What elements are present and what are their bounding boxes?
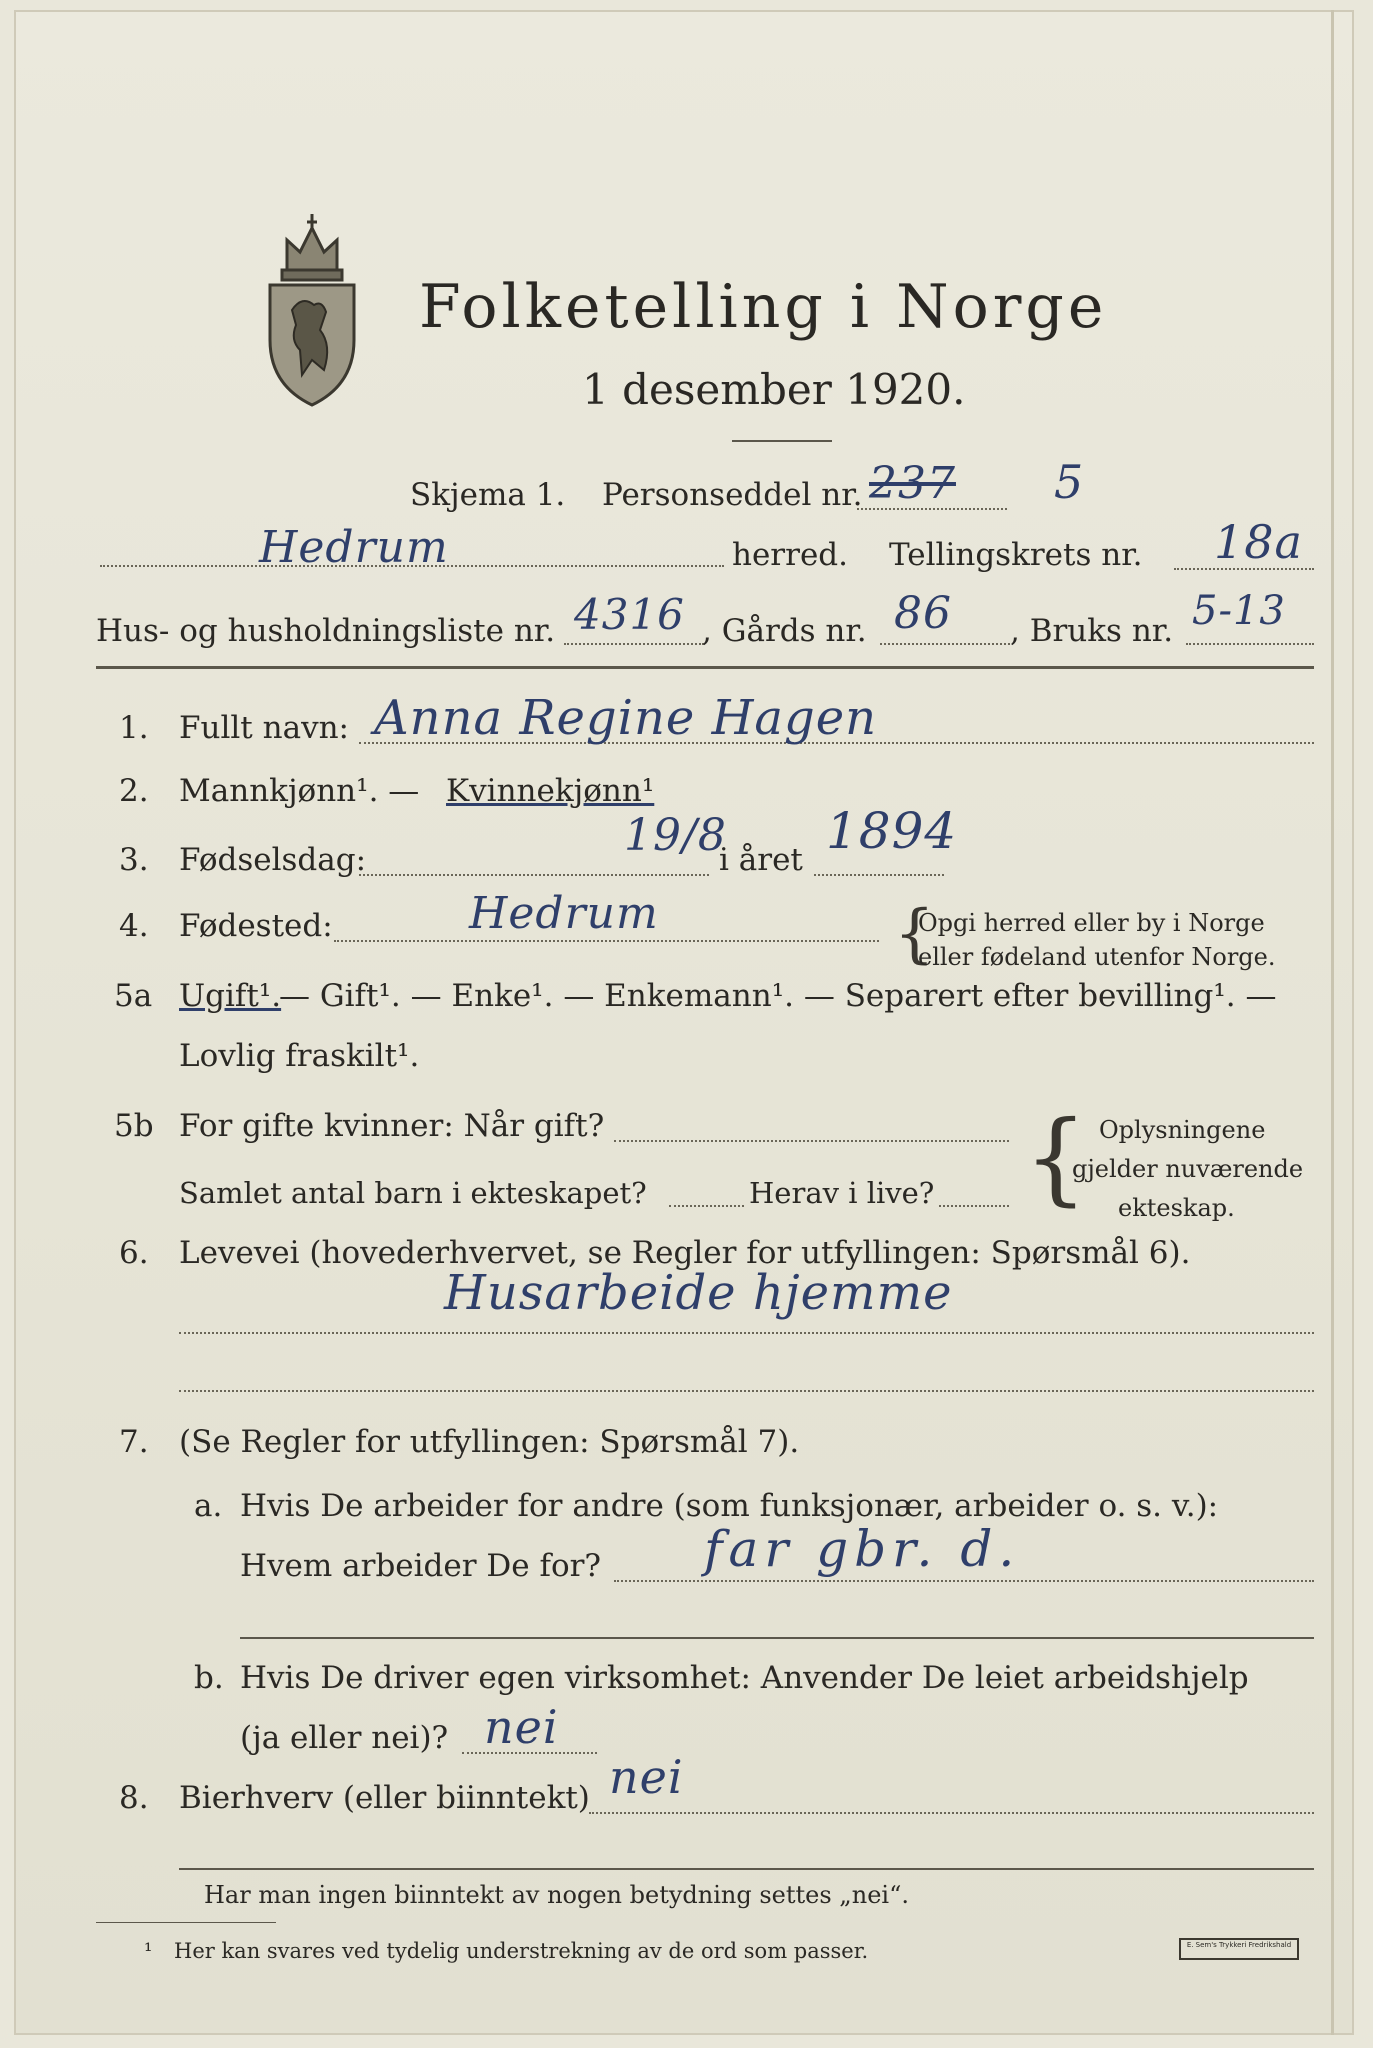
side-income-line — [589, 1812, 1314, 1814]
birthday-value: 19/8 — [624, 810, 727, 861]
husholdningsliste-value: 4316 — [574, 590, 685, 639]
q6-number: 6. — [119, 1235, 149, 1271]
norwegian-coat-of-arms-icon — [252, 200, 372, 410]
tellingskrets-value: 18a — [1214, 515, 1303, 569]
footnote-mark: ¹ — [144, 1939, 153, 1963]
q7-number: 7. — [119, 1424, 149, 1460]
occupation-line-2 — [179, 1390, 1314, 1392]
q1-label: Fullt navn: — [179, 710, 349, 746]
occupation-line-1 — [179, 1332, 1314, 1334]
employer-line-2 — [240, 1637, 1314, 1639]
header-divider — [96, 666, 1314, 669]
husholdningsliste-line — [564, 643, 704, 645]
hired-help-label: (ja eller nei)? — [240, 1720, 449, 1756]
q4-number: 4. — [119, 908, 149, 944]
gards-label: , Gårds nr. — [702, 613, 867, 649]
children-total-line — [669, 1205, 744, 1207]
skjema-label: Skjema 1. — [410, 477, 566, 513]
children-total-label: Samlet antal barn i ekteskapet? — [179, 1176, 647, 1210]
ugift-option-underlined: Ugift¹. — [179, 978, 282, 1014]
birthplace-note-line2: eller fødeland utenfor Norge. — [918, 943, 1276, 971]
children-alive-label: Herav i live? — [749, 1176, 935, 1210]
footnote-divider — [96, 1922, 276, 1923]
occupation-label: Levevei (hovederhvervet, se Regler for utfyllingen: Spørsmål 6). — [179, 1235, 1191, 1271]
q7-label: (Se Regler for utfyllingen: Spørsmål 7). — [179, 1424, 800, 1460]
q7a-line1: Hvis De arbeider for andre (som funksjonær, arbeider o. s. v.): — [240, 1488, 1219, 1524]
employer-value: far gbr. d. — [704, 1520, 1021, 1578]
q2-number: 2. — [119, 773, 149, 809]
q5a-number: 5a — [114, 978, 153, 1014]
q4-label: Fødested: — [179, 908, 333, 944]
marriage-note-line1: Oplysningene — [1099, 1116, 1266, 1144]
marriage-note-line3: ekteskap. — [1118, 1194, 1235, 1222]
census-date: 1 desember 1920. — [582, 365, 966, 414]
q3-label: Fødselsdag: — [179, 842, 367, 878]
q7b-letter: b. — [194, 1660, 224, 1696]
q3-number: 3. — [119, 842, 149, 878]
printer-stamp — [1179, 1938, 1299, 1960]
married-when-label: For gifte kvinner: Når gift? — [179, 1108, 605, 1144]
herred-value: Hedrum — [259, 522, 449, 573]
page-edge — [1331, 10, 1334, 2035]
employer-line — [614, 1580, 1314, 1582]
bruks-line — [1186, 643, 1314, 645]
personseddel-label: Personseddel nr. — [602, 477, 863, 513]
bruks-label: , Bruks nr. — [1010, 613, 1174, 649]
birthplace-note-line1: Opgi herred eller by i Norge — [918, 909, 1265, 937]
personseddel-value: 5 — [1054, 455, 1085, 509]
birthday-line — [359, 874, 709, 876]
side-income-label: Bierhverv (eller biinntekt) — [179, 1780, 590, 1816]
marriage-note-line2: gjelder nuværende — [1072, 1155, 1304, 1183]
husholdningsliste-label: Hus- og husholdningsliste nr. — [96, 613, 556, 649]
q5b-number: 5b — [114, 1108, 154, 1144]
marriage-note-brace: { — [1024, 1099, 1088, 1216]
herred-label: herred. — [732, 537, 848, 573]
birthplace-line — [334, 940, 879, 942]
form-title: Folketelling i Norge — [419, 272, 1108, 342]
year-label: i året — [719, 842, 803, 878]
male-option: Mannkjønn¹. — — [179, 773, 420, 809]
bruks-value: 5-13 — [1192, 588, 1286, 634]
q1-number: 1. — [119, 710, 149, 746]
year-line — [814, 874, 944, 876]
q7a-letter: a. — [194, 1488, 223, 1524]
tellingskrets-label: Tellingskrets nr. — [889, 537, 1143, 573]
lovlig-fraskilt-option: Lovlig fraskilt¹. — [179, 1038, 420, 1074]
title-divider — [732, 440, 832, 442]
birthplace-note-brace: { — [894, 897, 935, 971]
personseddel-struck-value: 237 — [869, 458, 956, 509]
married-when-line — [614, 1140, 1009, 1142]
side-income-value: nei — [609, 1750, 684, 1804]
side-income-line-2 — [179, 1868, 1314, 1870]
marital-options: — Gift¹. — Enke¹. — Enkemann¹. — Separert efter bevilling¹. — — [279, 978, 1277, 1014]
census-form-page — [14, 10, 1354, 2035]
hired-help-value: nei — [484, 1700, 559, 1754]
full-name-value: Anna Regine Hagen — [374, 690, 878, 746]
q7b-line1: Hvis De driver egen virksomhet: Anvender De leiet arbeidshjelp — [240, 1660, 1249, 1696]
gards-line — [880, 643, 1010, 645]
occupation-value: Husarbeide hjemme — [444, 1265, 953, 1321]
printer-stamp-text: E. Sem's Trykkeri Fredrikshald — [1186, 1941, 1292, 1949]
birthplace-value: Hedrum — [469, 888, 659, 939]
footer-note: Har man ingen biinntekt av nogen betydning settes „nei“. — [204, 1881, 909, 1909]
footnote-text: Her kan svares ved tydelig understrekning av de ord som passer. — [174, 1939, 869, 1963]
birth-year-value: 1894 — [826, 802, 958, 860]
q8-number: 8. — [119, 1780, 149, 1816]
children-alive-line — [939, 1205, 1009, 1207]
gards-value: 86 — [894, 588, 952, 639]
female-option-underlined: Kvinnekjønn¹ — [446, 773, 655, 809]
employer-label: Hvem arbeider De for? — [240, 1548, 602, 1584]
